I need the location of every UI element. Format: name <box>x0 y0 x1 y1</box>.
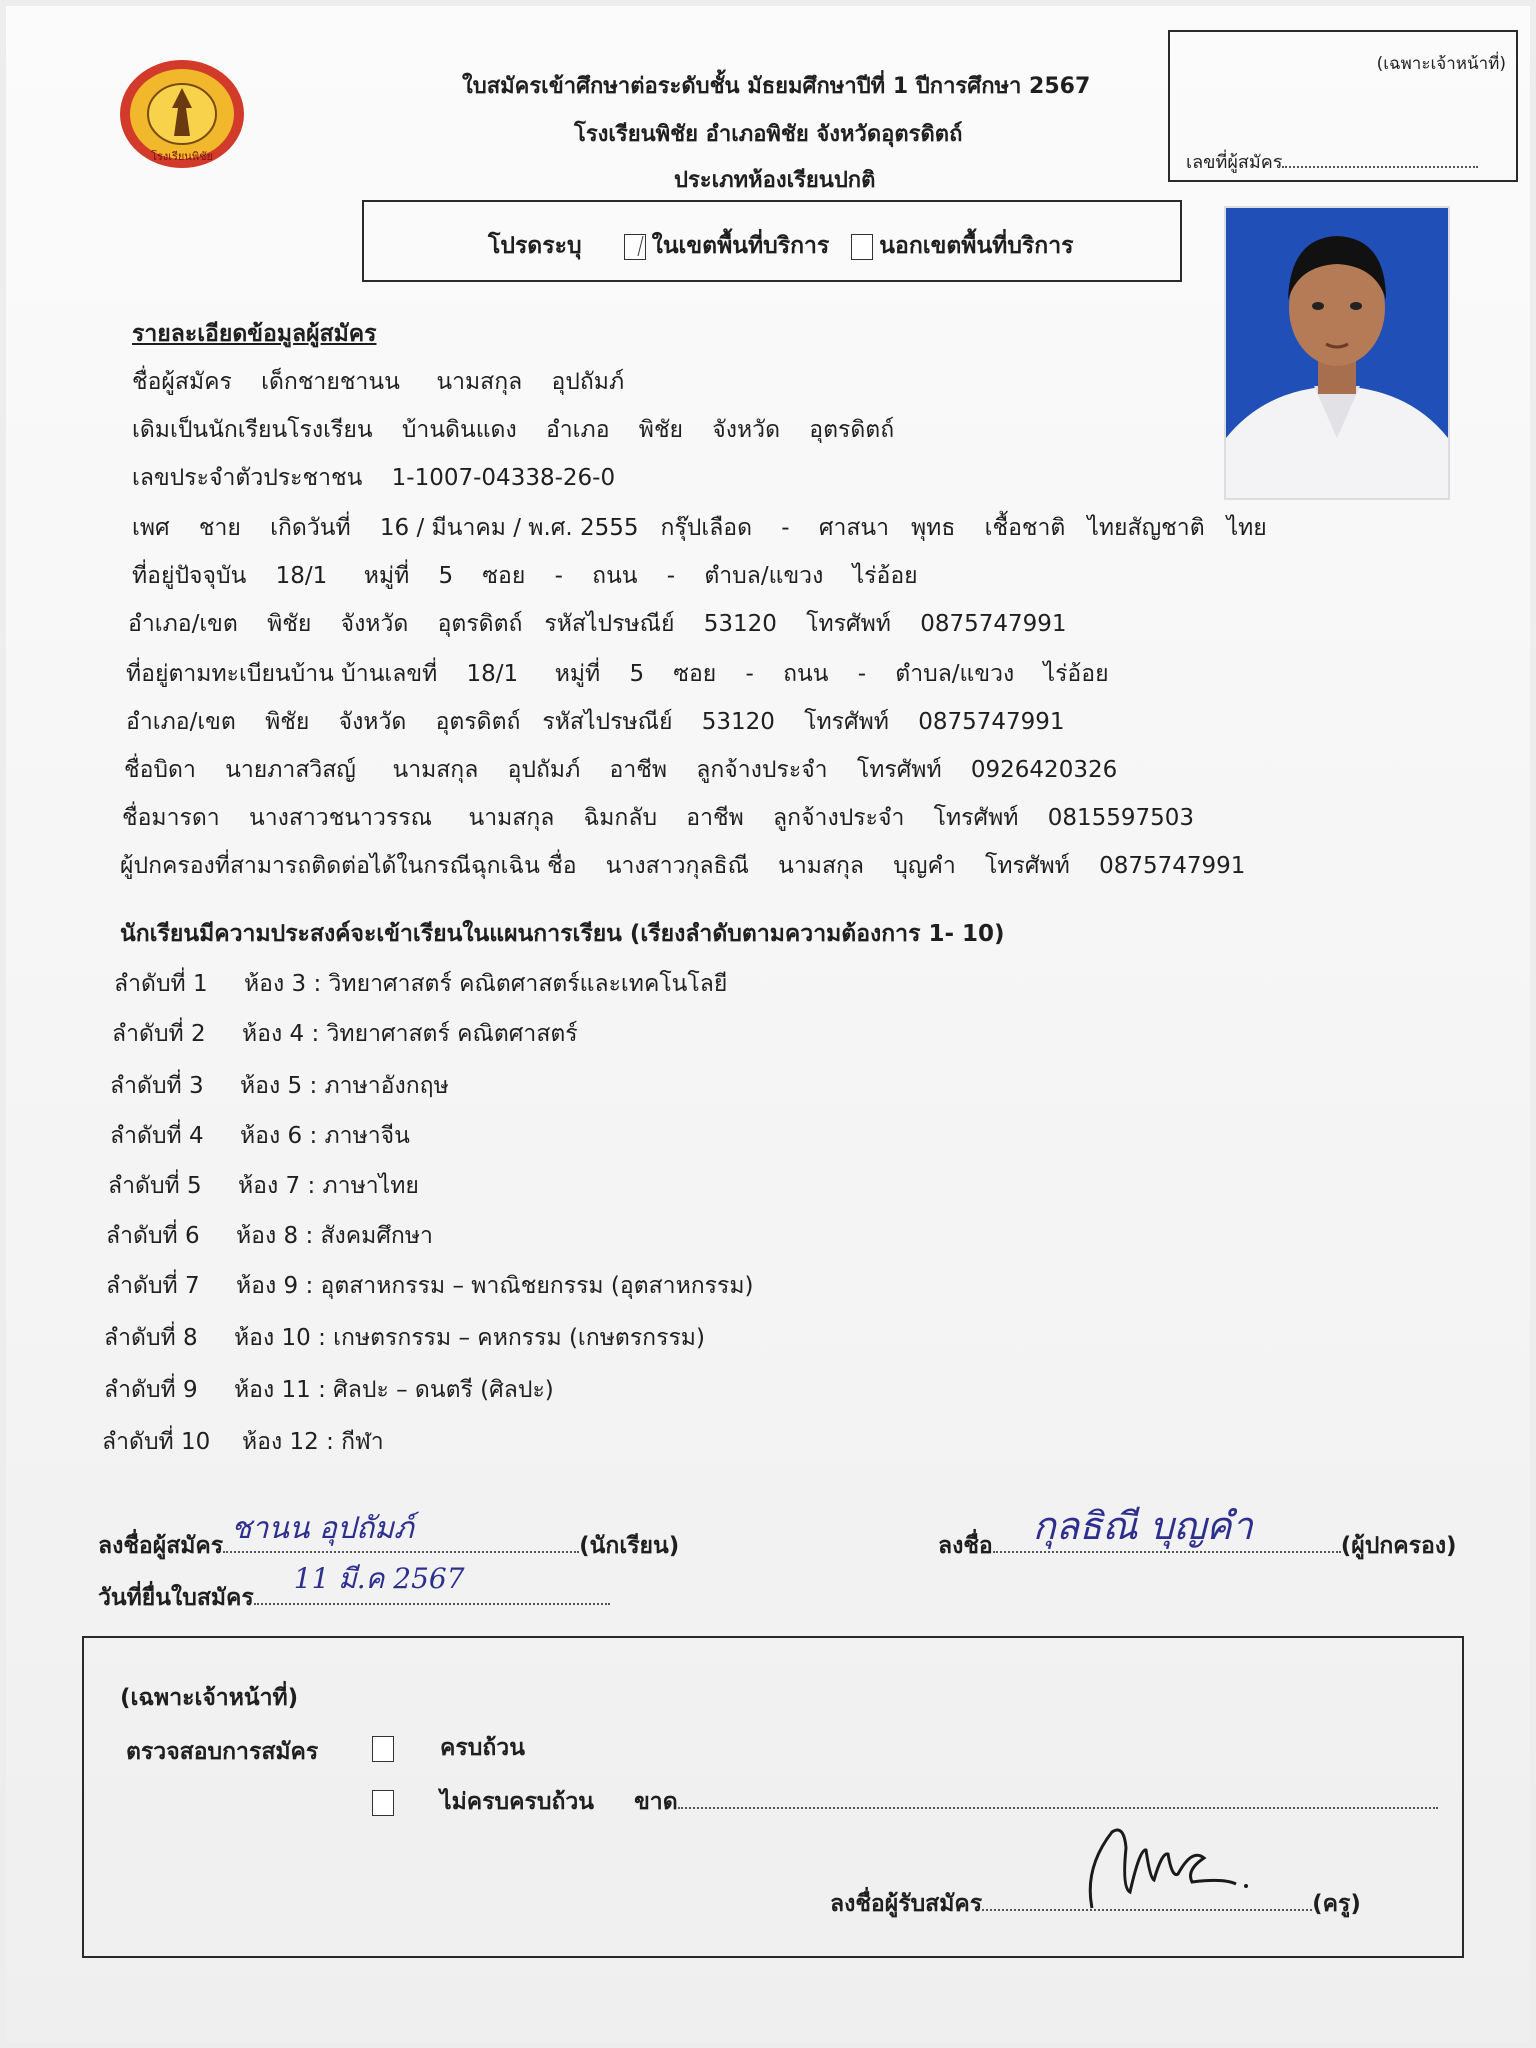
plan-item: ลำดับที่ 2 ห้อง 4 : วิทยาศาสตร์ คณิตศาสตร์ <box>112 1021 578 1047</box>
religion: พุทธ <box>911 515 956 541</box>
missing-label: ขาด <box>634 1789 678 1815</box>
guardian-signature: กุลธิณี บุญคำ <box>1032 1504 1253 1548</box>
receiver-signature-mark <box>1074 1808 1274 1918</box>
plan-item: ลำดับที่ 9 ห้อง 11 : ศิลปะ – ดนตรี (ศิลปะ) <box>104 1377 554 1403</box>
form-title: ใบสมัครเข้าศึกษาต่อระดับชั้น มัธยมศึกษาปีที่ 1 ปีการศึกษา 2567 <box>462 74 1091 99</box>
plan-item: ลำดับที่ 10 ห้อง 12 : กีฬา <box>102 1429 384 1455</box>
missing-field[interactable] <box>678 1785 1438 1809</box>
registered-address-row2: อำเภอ/เขต พิชัย จังหวัด อุตรดิตถ์ รหัสไปรษณีย์ 53120 โทรศัพท์ 0875747991 <box>126 709 1065 735</box>
name-label: ชื่อผู้สมัคร <box>132 369 232 395</box>
citizen-id-row <box>132 460 615 496</box>
guardian-role: (ผู้ปกครอง) <box>1340 1533 1457 1559</box>
area-out-label: นอกเขตพื้นที่บริการ <box>879 233 1074 259</box>
applicant-name: เด็กชายชานน <box>261 369 400 395</box>
school-line: โรงเรียนพิชัย อำเภอพิชัย จังหวัดอุตรดิตถ์ <box>574 122 963 147</box>
date-value: 11 มี.ค 2567 <box>293 1562 465 1595</box>
school-logo <box>118 58 246 170</box>
plan-item: ลำดับที่ 3 ห้อง 5 : ภาษาอังกฤษ <box>110 1073 449 1099</box>
area-in-label: ในเขตพื้นที่บริการ <box>651 233 830 259</box>
officer-box-title: (เฉพาะเจ้าหน้าที่) <box>1376 54 1506 74</box>
prev-province: อุตรดิตถ์ <box>809 417 895 443</box>
applicant-role: (นักเรียน) <box>579 1533 680 1559</box>
nationality: ไทย <box>1226 515 1267 541</box>
plan-item: ลำดับที่ 6 ห้อง 8 : สังคมศึกษา <box>106 1223 433 1249</box>
receiver-label: ลงชื่อผู้รับสมัคร <box>830 1891 983 1917</box>
mother-row: ชื่อมารดา นางสาวชนาวรรณ นามสกุล ฉิมกลับ อาชีพ ลูกจ้างประจำ โทรศัพท์ 0815597503 <box>122 805 1195 831</box>
section-applicant-title: รายละเอียดข้อมูลผู้สมัคร <box>132 321 377 347</box>
area-out-checkbox[interactable] <box>851 234 873 260</box>
applicant-signature: ชานน อุปถัมภ์ <box>231 1511 414 1546</box>
guardian-signature-row <box>938 1504 1457 1564</box>
guardian-row: ผู้ปกครองที่สามารถติดต่อได้ในกรณีฉุกเฉิน ชื่อ นางสาวกุลธิณี นามสกุล บุญคำ โทรศัพท์ 0875747991 <box>120 853 1246 879</box>
plan-item: ลำดับที่ 7 ห้อง 9 : อุตสาหกรรม – พาณิชยกรรม (อุตสาหกรรม) <box>106 1273 754 1299</box>
application-form-paper <box>6 6 1530 2042</box>
sex-label: เพศ <box>132 515 170 541</box>
applicant-surname: อุปถัมภ์ <box>551 369 625 395</box>
sex: ชาย <box>198 515 241 541</box>
blood-label: กรุ๊ปเลือด <box>660 515 753 541</box>
blood: - <box>781 515 790 541</box>
area-label: โปรดระบุ <box>488 233 582 259</box>
complete-checkbox[interactable] <box>372 1736 394 1762</box>
prev-school: บ้านดินแดง <box>401 417 517 443</box>
applicant-photo <box>1224 206 1450 500</box>
guardian-signature-field[interactable] <box>993 1504 1341 1553</box>
date-row <box>98 1562 610 1616</box>
incomplete-row <box>372 1784 1438 1820</box>
area-in-checkbox[interactable] <box>624 234 646 260</box>
race: ไทย <box>1087 515 1128 541</box>
plan-item: ลำดับที่ 5 ห้อง 7 : ภาษาไทย <box>108 1173 419 1199</box>
plan-item: ลำดับที่ 8 ห้อง 10 : เกษตรกรรม – คหกรรม (เกษตรกรรม) <box>104 1325 705 1351</box>
officer-box-top <box>1168 30 1518 182</box>
complete-row <box>372 1730 525 1766</box>
complete-label: ครบถ้วน <box>440 1735 525 1761</box>
birth-label: เกิดวันที่ <box>270 515 351 541</box>
race-label: เชื้อชาติ <box>984 515 1066 541</box>
plan-item: ลำดับที่ 4 ห้อง 6 : ภาษาจีน <box>110 1123 410 1149</box>
applicant-name-row <box>132 364 624 400</box>
area-box <box>362 200 1182 282</box>
registered-address-row1: ที่อยู่ตามทะเบียนบ้าน บ้านเลขที่ 18/1 หมู่ที่ 5 ซอย - ถนน - ตำบล/แขวง ไร่อ้อย <box>126 661 1109 687</box>
check-label: ตรวจสอบการสมัคร <box>126 1739 319 1765</box>
surname-label: นามสกุล <box>436 369 523 395</box>
date-field[interactable] <box>254 1562 610 1605</box>
class-type: ประเภทห้องเรียนปกติ <box>674 168 876 193</box>
father-row: ชื่อบิดา นายภาสวิสญ์ นามสกุล อุปถัมภ์ อาชีพ ลูกจ้างประจำ โทรศัพท์ 0926420326 <box>124 757 1118 783</box>
officer-section <box>82 1636 1464 1958</box>
previous-school-row <box>132 412 894 448</box>
id-label: เลขประจำตัวประชาชน <box>132 465 363 491</box>
officer-section-title: (เฉพาะเจ้าหน้าที่) <box>120 1685 299 1711</box>
nationality-label: สัญชาติ <box>1127 515 1205 541</box>
religion-label: ศาสนา <box>818 515 890 541</box>
prev-school-label: เดิมเป็นนักเรียนโรงเรียน <box>132 417 373 443</box>
applicant-sign-label: ลงชื่อผู้สมัคร <box>98 1533 224 1559</box>
receiver-role: (ครู) <box>1312 1891 1361 1917</box>
date-label: วันที่ยื่นใบสมัคร <box>98 1585 254 1611</box>
logo-text: โรงเรียนพิชัย <box>151 150 213 163</box>
personal-info-row <box>132 510 1267 546</box>
applicant-signature-field[interactable] <box>223 1511 579 1553</box>
plans-title: นักเรียนมีความประสงค์จะเข้าเรียนในแผนการเรียน (เรียงลำดับตามความต้องการ 1- 10) <box>120 921 1005 947</box>
citizen-id: 1-1007-04338-26-0 <box>391 465 616 491</box>
plan-item: ลำดับที่ 1 ห้อง 3 : วิทยาศาสตร์ คณิตศาสตร์และเทคโนโลยี <box>114 971 728 997</box>
current-address-row2: อำเภอ/เขต พิชัย จังหวัด อุตรดิตถ์ รหัสไปรษณีย์ 53120 โทรศัพท์ 0875747991 <box>128 611 1067 637</box>
guardian-sign-label: ลงชื่อ <box>938 1533 993 1559</box>
current-address-row1: ที่อยู่ปัจจุบัน 18/1 หมู่ที่ 5 ซอย - ถนน - ตำบล/แขวง ไร่อ้อย <box>132 563 918 589</box>
prev-amphoe: พิชัย <box>638 417 684 443</box>
prev-amphoe-label: อำเภอ <box>545 417 610 443</box>
applicant-no-label: เลขที่ผู้สมัคร <box>1186 152 1283 173</box>
applicant-no-field[interactable] <box>1282 144 1478 168</box>
birth-date: 16 / มีนาคม / พ.ศ. 2555 <box>379 515 639 541</box>
prev-province-label: จังหวัด <box>712 417 781 443</box>
incomplete-checkbox[interactable] <box>372 1790 394 1816</box>
incomplete-label: ไม่ครบครบถ้วน <box>440 1789 595 1815</box>
